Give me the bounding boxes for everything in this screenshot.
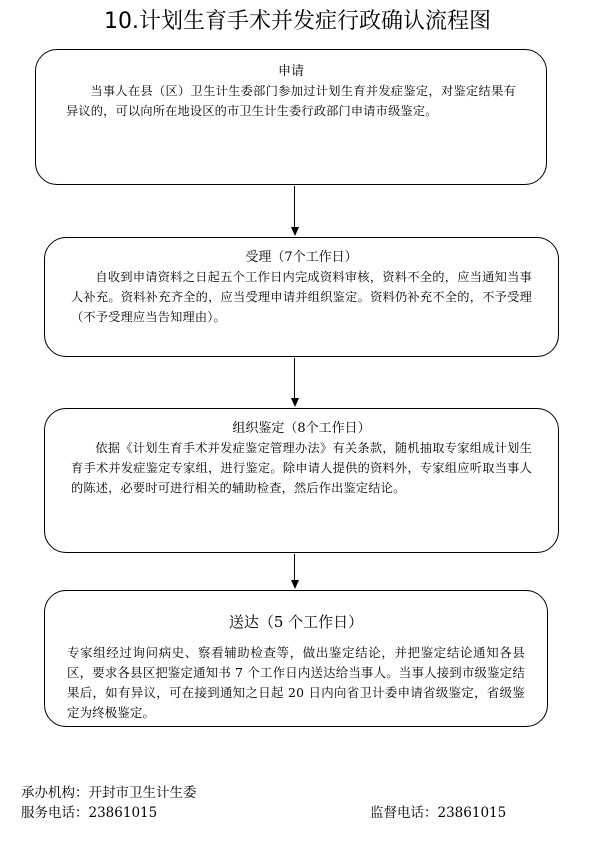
flow-arrow-3 [291, 554, 299, 589]
step-accept-box [44, 237, 559, 357]
arrow-line [294, 358, 295, 399]
arrow-line [294, 554, 295, 581]
step-delivery-title: 送达（5 个工作日） [228, 613, 364, 631]
step-appraisal-box [44, 408, 559, 553]
step-delivery-body: 专家组经过询问病史、察看辅助检查等，做出鉴定结论，并把鉴定结论通知各县区，要求各县区把鉴定通知书 7 个工作日内送达给当事人。当事人接到市级鉴定结果后，如有异议，可在接到通知之日起 20 日内向省卫计委申请省级鉴定，省级鉴定为终极鉴定。 [67, 645, 525, 720]
organizer-text: 承办机构：开封市卫生计生委 [21, 785, 197, 801]
step-delivery-box [44, 590, 548, 727]
page-title: 10.计划生育手术并发症行政确认流程图 [104, 9, 491, 34]
step-accept-title: 受理（7个工作日） [245, 250, 358, 265]
arrow-down-icon [291, 227, 299, 236]
step-appraisal-body: 依据《计划生育手术并发症鉴定管理办法》有关条款，随机抽取专家组成计划生育手术并发症鉴定专家组，进行鉴定。除申请人提供的资料外，专家组应听取当事人的陈述，必要时可进行相关的辅助检查，然后作出鉴定结论。 [71, 441, 532, 495]
step-apply-title: 申请 [277, 64, 304, 79]
supervise-phone-text: 监督电话：23861015 [370, 805, 507, 821]
arrow-line [294, 186, 295, 228]
step-apply-body: 当事人在县（区）卫生计生委部门参加过计划生育并发症鉴定，对鉴定结果有异议的，可以向所在地设区的市卫生计生委行政部门申请市级鉴定。 [66, 84, 516, 118]
service-phone-text: 服务电话：23861015 [21, 805, 158, 821]
arrow-down-icon [291, 580, 299, 589]
flow-arrow-2 [291, 358, 299, 407]
step-apply-box [35, 49, 547, 185]
step-appraisal-title: 组织鉴定（8个工作日） [232, 421, 371, 436]
flow-arrow-1 [291, 186, 299, 236]
step-accept-body: 自收到申请资料之日起五个工作日内完成资料审核，资料不全的，应当通知当事人补充。资料补充齐全的，应当受理申请并组织鉴定。资料仍补充不全的，不予受理（不予受理应当告知理由）。 [71, 270, 532, 324]
arrow-down-icon [291, 398, 299, 407]
